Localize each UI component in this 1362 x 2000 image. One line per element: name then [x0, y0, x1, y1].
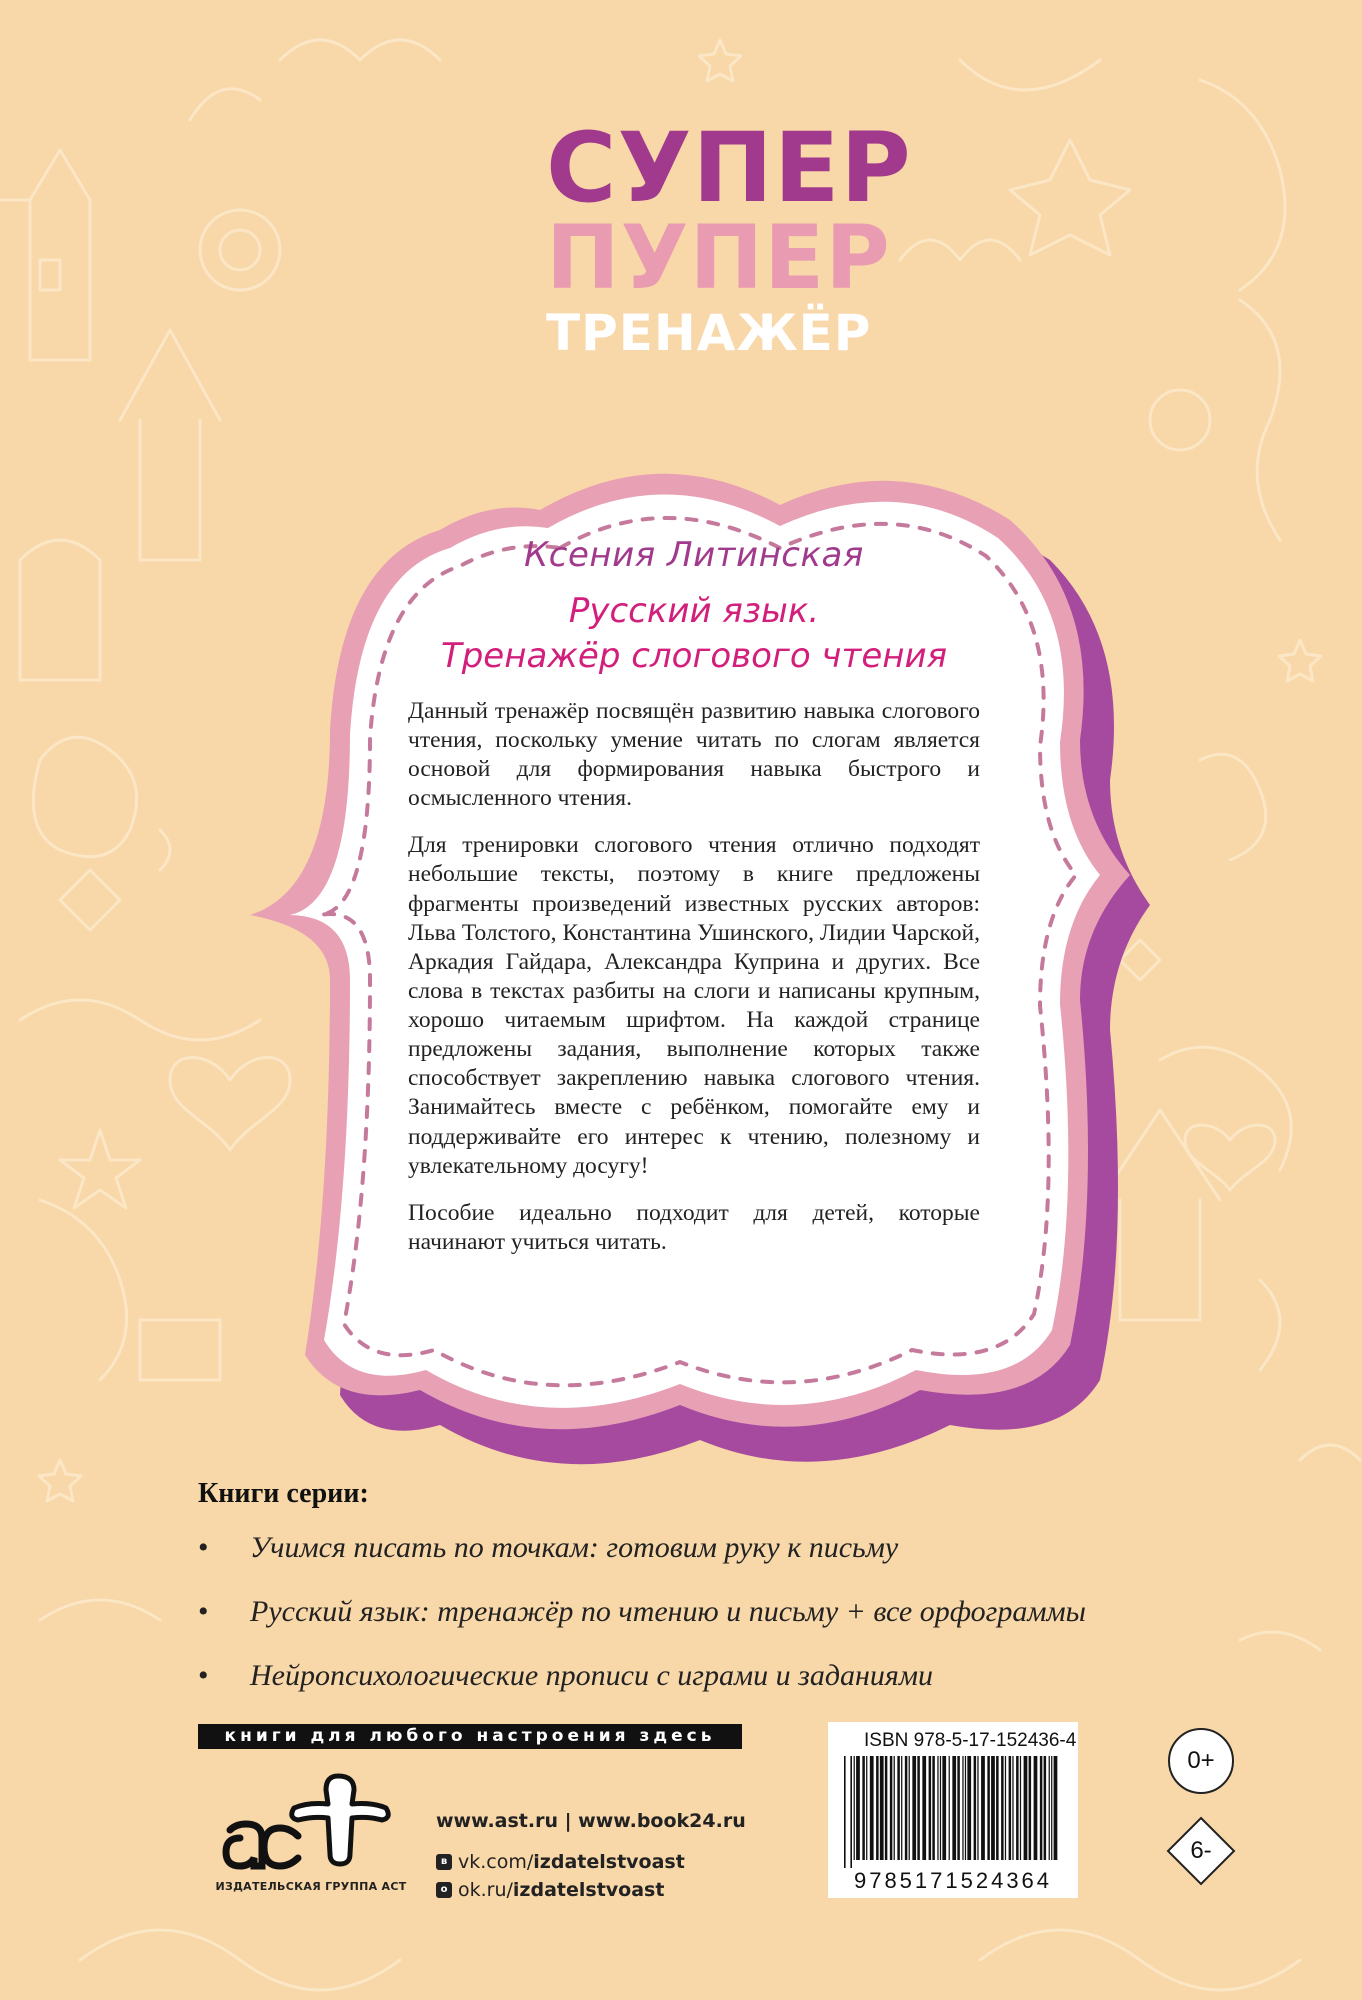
barcode-bar	[974, 1756, 977, 1860]
barcode-bar	[890, 1756, 893, 1860]
barcode-bar	[940, 1756, 941, 1860]
barcode-bar	[1001, 1756, 1004, 1860]
ok-handle: izdatelstvoast	[512, 1879, 665, 1901]
barcode-box	[828, 1722, 1078, 1898]
barcode-bar	[905, 1756, 908, 1860]
ast-logo	[220, 1766, 400, 1876]
barcode-bar	[957, 1756, 960, 1860]
ok-icon: о	[436, 1882, 452, 1898]
vk-icon: в	[436, 1854, 452, 1870]
barcode-guard	[850, 1756, 852, 1868]
logo-line-super: СУПЕР	[546, 112, 912, 224]
series-item-2: • Русский язык: тренажёр по чтению и письму + все орфограммы	[198, 1594, 1218, 1630]
barcode-bar	[885, 1756, 888, 1860]
barcode-bar	[909, 1756, 910, 1860]
barcode-bar	[952, 1756, 956, 1860]
barcode-bar	[917, 1756, 920, 1860]
barcode-bar	[937, 1756, 938, 1860]
logo-line-puper: ПУПЕР	[546, 206, 891, 309]
barcode-bar	[870, 1756, 874, 1860]
barcode-bar	[929, 1756, 932, 1860]
barcode-bar	[1051, 1756, 1052, 1860]
barcode-bar	[977, 1756, 978, 1860]
series-item-1: • Учимся писать по точкам: готовим руку к письму	[198, 1530, 1218, 1566]
barcode-bar	[854, 1756, 855, 1860]
barcode-bar	[894, 1756, 895, 1860]
barcode-bar	[967, 1756, 971, 1860]
barcode-bar	[942, 1756, 946, 1860]
barcode-bar	[965, 1756, 966, 1860]
barcode-bar	[880, 1756, 884, 1860]
age-rating-badge: 0+	[1168, 1728, 1234, 1794]
barcode-bar	[1020, 1756, 1021, 1860]
book-title	[408, 589, 980, 679]
website-links[interactable]: www.ast.ru | www.book24.ru	[436, 1810, 746, 1832]
barcode-bar	[1005, 1756, 1006, 1860]
barcode-bar	[987, 1756, 990, 1860]
barcode-bar	[1044, 1756, 1047, 1860]
series-list	[198, 1530, 1218, 1722]
tagline-strip: книги для любого настроения здесь	[198, 1724, 742, 1749]
barcode-bar	[1054, 1756, 1058, 1860]
barcode-bar	[901, 1756, 902, 1860]
vk-prefix: vk.com/	[458, 1851, 534, 1873]
age-recommended-label: 6-	[1190, 1837, 1212, 1864]
barcode-guard	[844, 1756, 846, 1868]
description-paragraph-3: Пособие идеально подходит для детей, которые начинают учиться читать.	[408, 1199, 980, 1255]
barcode-bar	[1016, 1756, 1019, 1860]
vk-handle: izdatelstvoast	[533, 1851, 685, 1873]
barcode-bar	[912, 1756, 916, 1860]
barcode-bar	[1049, 1756, 1050, 1860]
series-heading: Книги серии:	[198, 1478, 369, 1509]
author-name: Ксения Литинская	[524, 535, 864, 575]
frame-content	[408, 535, 980, 1275]
barcode-bar	[862, 1756, 865, 1860]
barcode-bar	[962, 1756, 963, 1860]
ean-digits: 9785171524364	[853, 1868, 1053, 1893]
social-row-vk[interactable]	[436, 1848, 685, 1876]
isbn-label: ISBN 978-5-17-152436-4	[864, 1730, 1077, 1751]
book-title-line-2: Тренажёр слогового чтения	[440, 635, 948, 676]
barcode-bar	[932, 1756, 935, 1860]
description-paragraph-1: Данный тренажёр посвящён развитию навыка слогового чтения, поскольку умение читать по слогам является основой для формирования навыка быстрого и осмысленного чтения.	[408, 697, 980, 812]
social-row-ok[interactable]	[436, 1876, 685, 1904]
barcode-bar	[981, 1756, 985, 1860]
barcode-bar	[866, 1756, 867, 1860]
barcode-bar	[1009, 1756, 1012, 1860]
barcode-bar	[922, 1756, 926, 1860]
publisher-name: ИЗДАТЕЛЬСКАЯ ГРУППА АСТ	[215, 1880, 407, 1893]
book-title-line-1: Русский язык.	[568, 591, 820, 631]
barcode-bar	[1024, 1756, 1028, 1860]
logo-line-trenazher: ТРЕНАЖЁР	[546, 304, 872, 362]
barcode-bar	[1029, 1756, 1032, 1860]
barcode-bar	[856, 1756, 860, 1860]
barcode-bar	[1034, 1756, 1038, 1860]
barcode-bar	[897, 1756, 900, 1860]
barcode-bar	[949, 1756, 950, 1860]
barcode	[840, 1756, 1066, 1868]
barcode-bar	[876, 1756, 879, 1860]
series-item-3: • Нейропсихологические прописи с играми и заданиями	[198, 1658, 1218, 1694]
ok-prefix: ok.ru/	[458, 1879, 513, 1901]
description-paragraph-2: Для тренировки слогового чтения отлично подходят небольшие тексты, поэтому в книге предложены фрагменты произведений известных русских авторов: Льва Толстого, Константина Ушинского, Лидии Чарской, Аркадия Гайдара, Александра Куприна и других. Все слова в текстах разбиты на слоги и написаны крупным, хорошо читаемым шрифтом. На каждой странице предложены задания, выполнение которых также способствует закреплению навыка слогового чтения. Занимайтесь вместе с ребёнком, помогайте ему и поддерживайте его интерес к чтению, полезному и увлекательному досугу!	[408, 832, 980, 1179]
barcode-bar	[991, 1756, 995, 1860]
barcode-bar	[1012, 1756, 1013, 1860]
barcode-bar	[1040, 1756, 1043, 1860]
description	[408, 697, 980, 1257]
barcode-bar	[996, 1756, 999, 1860]
social-links	[436, 1848, 685, 1904]
